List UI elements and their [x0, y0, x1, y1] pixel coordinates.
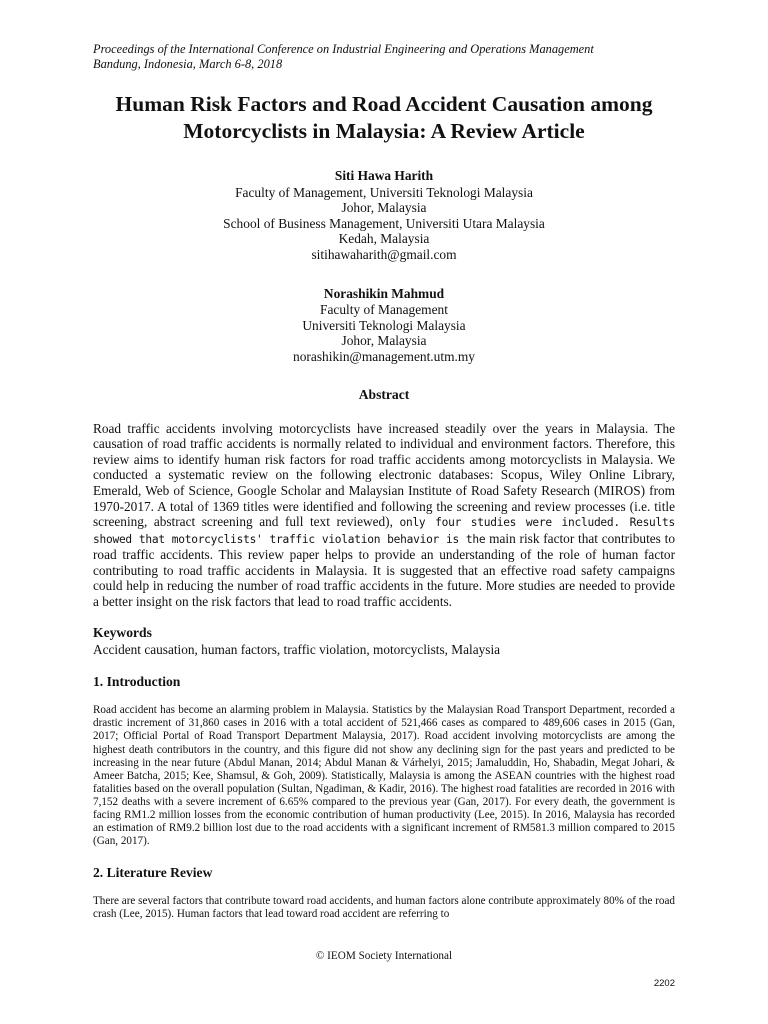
abstract-text-part-1: Road traffic accidents involving motorcyclists have increased steadily over the years in Malaysia. The causation of road traffic accidents is normally related to individual and environment factors. Therefore, this review aims to identify human risk factors for road traffic accidents among motorcyclists in Malaysia. We conducted a systematic review on the following electronic databases: Scopus, Wiley Online Library, Emerald, Web of Science, Google Scholar and Malaysian Institute of Road Safety Research (MIROS) from 1970-2017. A total of 1369 titles were identified and following the screening and review processes (i.e. title screening, abstract screening and full text reviewed), [93, 420, 675, 530]
author-name: Norashikin Mahmud [323, 285, 445, 301]
author-affiliation-line: Johor, Malaysia [341, 200, 427, 216]
author-affiliation-line: Johor, Malaysia [341, 333, 427, 349]
author-block-2 [93, 286, 675, 365]
proceedings-header [93, 42, 675, 72]
abstract-text-part-2: main risk factor that contributes to road traffic accidents. This review paper helps to provide an understanding of the role of human factor contributing to road traffic accidents in Malaysia. It is suggested that an effective road safety campaigns could help in reducing the number of road traffic accidents in the future. More studies are needed to provide a better insight on the risk factors that lead to road traffic accidents. [93, 530, 675, 610]
proceedings-line-1: Proceedings of the International Conference on Industrial Engineering and Operations Management [93, 42, 594, 56]
abstract-heading: Abstract [358, 386, 410, 402]
section-heading-introduction: 1. Introduction [93, 674, 181, 690]
section-text-literature-review: There are several factors that contribute toward road accidents, and human factors alone contribute approximately 80% of the road crash (Lee, 2015). Human factors that lead toward road accident are referring to [93, 895, 675, 921]
section-heading-literature-review: 2. Literature Review [93, 865, 213, 881]
abstract-text-mono: only four studies were included. Results showed that motorcyclists' traffic violation behavior is the [93, 516, 675, 546]
copyright-footer: © IEOM Society International [315, 950, 453, 962]
author-affiliation-line: Universiti Teknologi Malaysia [302, 317, 466, 333]
keywords-text: Accident causation, human factors, traffic violation, motorcyclists, Malaysia [93, 641, 501, 657]
paper-title-line-2: Motorcyclists in Malaysia: A Review Article [183, 119, 585, 143]
page-number: 2202 [653, 978, 675, 989]
author-affiliation-line: Faculty of Management [320, 302, 448, 318]
abstract-text [93, 421, 675, 610]
author-affiliation-line: Kedah, Malaysia [338, 231, 430, 247]
paper-title [93, 91, 675, 145]
author-email: sitihawaharith@gmail.com [311, 246, 457, 262]
author-affiliation-line: School of Business Management, Universiti Utara Malaysia [223, 215, 545, 231]
section-text-introduction: Road accident has become an alarming problem in Malaysia. Statistics by the Malaysian Road Transport Department, recorded a drastic increment of 31,860 cases in 2016 with a total accident of 521,466 cases as compared to 489,606 cases in 2015 (Gan, 2017; Official Portal of Road Transport Department Malaysia, 2017). Road accident involving motorcyclists are among the highest death contributors in the country, and this figure did not show any declining sign for the past years and predicted to be increasing in the near future (Abdul Manan, 2014; Abdul Manan & Várhelyi, 2015; Jamaluddin, Ho, Shabadin, Megat Johari, & Ameer Batcha, 2015; Kee, Shamsul, & Goh, 2009). Statistically, Malaysia is among the ASEAN countries with the highest road fatalities based on the overall population (Sultan, Ngadiman, & Kadir, 2016). The highest road fatalities are recorded in 2016 with 7,152 deaths with a severe increment of 6.65% compared to the previous year (Gan, 2017). For every death, the government is facing RM1.2 million losses from the economic contribution of human productivity (Lee, 2015). In 2016, Malaysia has recorded an estimation of RM9.2 billion lost due to the road accidents with a significant increment of RM581.3 million compared to 2015 (Gan, 2017). [93, 704, 675, 848]
keywords-heading: Keywords [93, 624, 152, 640]
author-block-1 [93, 168, 675, 263]
paper-title-line-1: Human Risk Factors and Road Accident Causation among [115, 92, 653, 116]
author-name: Siti Hawa Harith [334, 168, 434, 183]
proceedings-line-2: Bandung, Indonesia, March 6-8, 2018 [93, 57, 283, 71]
author-email: norashikin@management.utm.my [293, 348, 475, 364]
author-affiliation-line: Faculty of Management, Universiti Teknologi Malaysia [235, 184, 533, 200]
